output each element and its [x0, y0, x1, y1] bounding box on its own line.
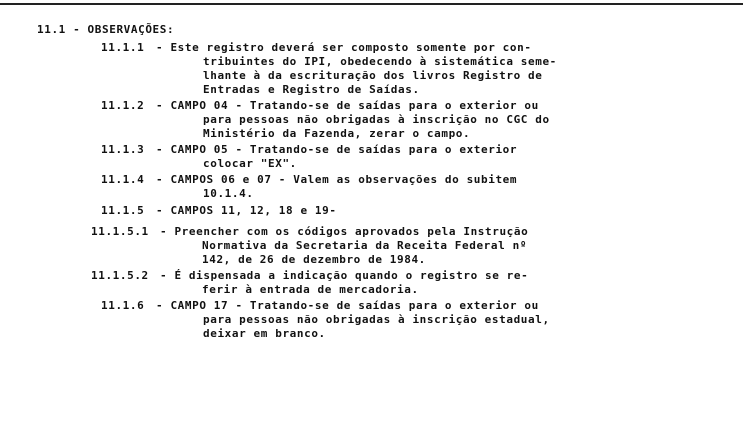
item-text-line: - É dispensada a indicação quando o registro se re- [160, 269, 529, 282]
item-number: 11.1.3 [101, 143, 145, 156]
item-text-line: ferir à entrada de mercadoria. [202, 283, 419, 296]
section-heading: 11.1 - OBSERVAÇÕES: [37, 23, 175, 36]
item-text-line: - CAMPOS 11, 12, 18 e 19- [156, 204, 337, 217]
item-number: 11.1.6 [101, 299, 145, 312]
item-text-line: lhante à da escrituração dos livros Registro de [203, 69, 543, 82]
item-text-line: para pessoas não obrigadas à inscrição estadual, [203, 313, 550, 326]
item-number: 11.1.4 [101, 173, 145, 186]
item-number: 11.1.1 [101, 41, 145, 54]
item-text-line: - Preencher com os códigos aprovados pela Instrução [160, 225, 529, 238]
item-text-line: - Este registro deverá ser composto somente por con- [156, 41, 532, 54]
item-text-line: Ministério da Fazenda, zerar o campo. [203, 127, 471, 140]
top-rule [0, 3, 743, 5]
item-text-line: - CAMPOS 06 e 07 - Valem as observações do subitem [156, 173, 518, 186]
item-text-line: - CAMPO 05 - Tratando-se de saídas para o exterior [156, 143, 518, 156]
item-text-line: 10.1.4. [203, 187, 254, 200]
item-text-line: para pessoas não obrigadas à inscrição no CGC do [203, 113, 550, 126]
item-number: 11.1.5.1 [91, 225, 149, 238]
item-number: 11.1.5.2 [91, 269, 149, 282]
item-text-line: Normativa da Secretaria da Receita Federal nº [202, 239, 528, 252]
item-text-line: - CAMPO 17 - Tratando-se de saídas para o exterior ou [156, 299, 539, 312]
item-number: 11.1.2 [101, 99, 145, 112]
item-text-line: colocar "EX". [203, 157, 297, 170]
item-text-line: 142, de 26 de dezembro de 1984. [202, 253, 426, 266]
item-text-line: deixar em branco. [203, 327, 326, 340]
item-text-line: - CAMPO 04 - Tratando-se de saídas para o exterior ou [156, 99, 539, 112]
item-text-line: Entradas e Registro de Saídas. [203, 83, 420, 96]
item-number: 11.1.5 [101, 204, 145, 217]
item-text-line: tribuintes do IPI, obedecendo à sistemática seme- [203, 55, 557, 68]
